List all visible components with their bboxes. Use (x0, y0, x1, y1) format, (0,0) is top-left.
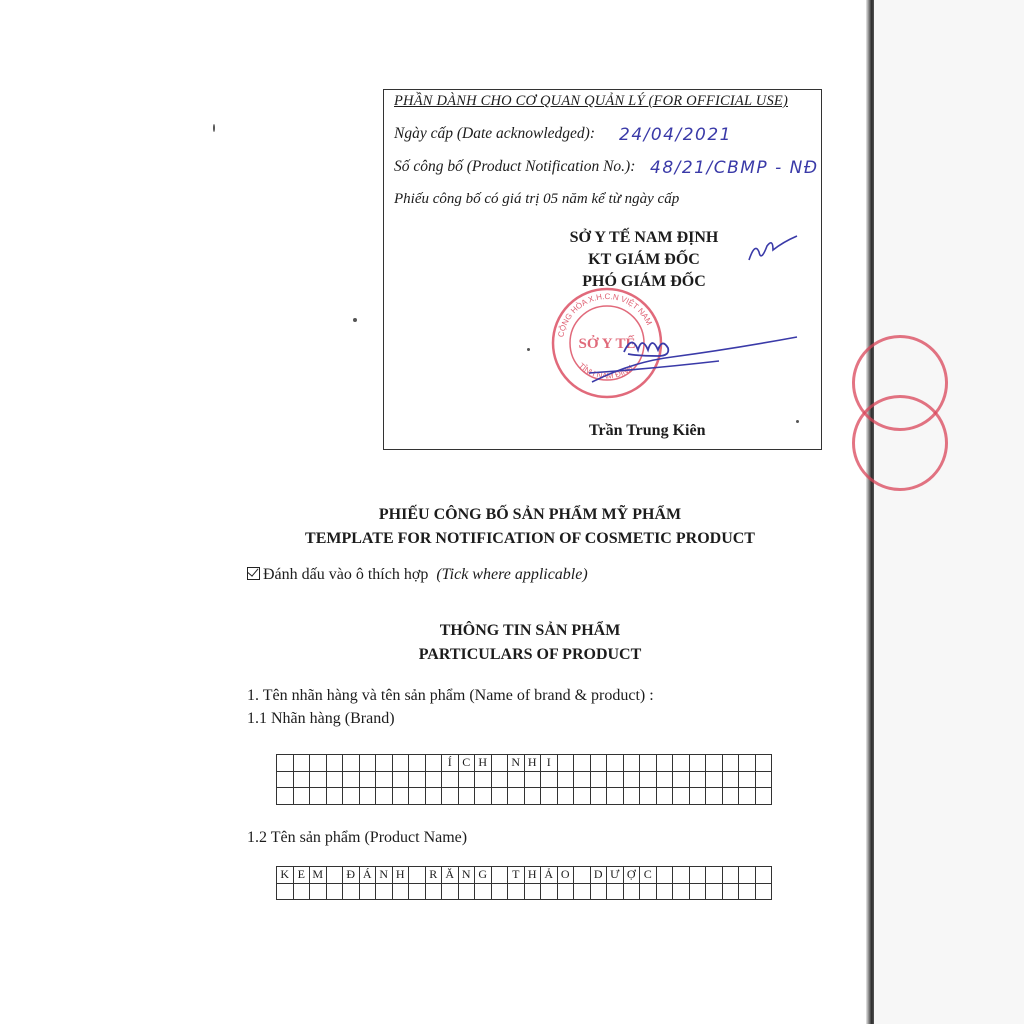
grid-cell: Ợ (623, 867, 640, 884)
grid-cell (491, 788, 508, 805)
grid-cell (409, 788, 426, 805)
grid-cell (689, 788, 706, 805)
scan-speck (213, 124, 215, 132)
grid-cell (607, 883, 624, 900)
grid-cell (524, 771, 541, 788)
grid-cell (722, 883, 739, 900)
grid-cell (574, 755, 591, 772)
grid-cell (392, 755, 409, 772)
grid-cell (574, 771, 591, 788)
grid-cell: I (541, 755, 558, 772)
grid-cell (359, 883, 376, 900)
grid-cell (508, 771, 525, 788)
authority-line: KT GIÁM ĐỐC (588, 251, 700, 268)
grid-cell (755, 755, 772, 772)
grid-cell (392, 771, 409, 788)
authority-line: SỞ Y TẾ NAM ĐỊNH (569, 229, 719, 246)
grid-cell (739, 755, 756, 772)
grid-cell (326, 883, 343, 900)
grid-cell (755, 771, 772, 788)
tick-instruction (247, 566, 588, 584)
grid-cell (706, 788, 723, 805)
grid-cell (574, 788, 591, 805)
grid-cell (442, 883, 459, 900)
grid-cell (590, 771, 607, 788)
signer-name: Trần Trung Kiên (589, 422, 706, 439)
grid-cell (640, 755, 657, 772)
grid-cell (326, 788, 343, 805)
grid-cell: H (392, 867, 409, 884)
grid-cell (359, 771, 376, 788)
grid-cell (673, 788, 690, 805)
grid-cell (706, 867, 723, 884)
validity-note: Phiếu công bố có giá trị 05 năm kể từ ngày cấp (394, 191, 680, 207)
grid-cell: M (310, 867, 327, 884)
section-title-en: PARTICULARS OF PRODUCT (418, 646, 642, 663)
grid-cell (541, 883, 558, 900)
form-title-vi: PHIẾU CÔNG BỐ SẢN PHẨM MỸ PHẨM (378, 506, 682, 523)
grid-cell (458, 788, 475, 805)
grid-cell (326, 755, 343, 772)
tick-instruction-en: (Tick where applicable) (436, 566, 588, 583)
grid-cell: H (475, 755, 492, 772)
grid-cell (590, 755, 607, 772)
grid-cell: Ư (607, 867, 624, 884)
seal-ring-bottom: TỈNH NAM ĐỊNH (576, 361, 635, 381)
grid-cell (722, 788, 739, 805)
grid-cell (673, 771, 690, 788)
grid-cell (656, 883, 673, 900)
grid-cell (409, 771, 426, 788)
grid-cell: D (590, 867, 607, 884)
grid-cell: E (293, 867, 310, 884)
grid-cell (409, 867, 426, 884)
grid-cell (656, 867, 673, 884)
grid-cell (343, 883, 360, 900)
grid-cell (524, 788, 541, 805)
grid-cell (392, 788, 409, 805)
grid-cell (706, 771, 723, 788)
grid-cell: Á (359, 867, 376, 884)
grid-cell (409, 755, 426, 772)
grid-cell (458, 771, 475, 788)
scan-speck (527, 348, 530, 351)
grid-cell (557, 788, 574, 805)
grid-cell (425, 788, 442, 805)
grid-cell (326, 867, 343, 884)
grid-cell (376, 771, 393, 788)
grid-row (277, 755, 772, 772)
grid-cell (343, 788, 360, 805)
grid-cell (689, 755, 706, 772)
grid-cell (640, 771, 657, 788)
grid-cell (607, 771, 624, 788)
grid-cell (607, 788, 624, 805)
item-1-2-label: 1.2 Tên sản phẩm (Product Name) (247, 829, 468, 846)
grid-cell (392, 883, 409, 900)
grid-cell (425, 771, 442, 788)
seal-center-text: SỞ Y TẾ (578, 336, 636, 352)
grid-cell (739, 867, 756, 884)
grid-cell (557, 883, 574, 900)
grid-cell (541, 771, 558, 788)
grid-row (277, 788, 772, 805)
grid-cell (673, 755, 690, 772)
grid-cell (607, 755, 624, 772)
grid-cell (359, 788, 376, 805)
grid-cell (673, 883, 690, 900)
grid-cell (623, 788, 640, 805)
grid-cell (706, 755, 723, 772)
official-use-box (383, 89, 822, 450)
grid-cell: N (376, 867, 393, 884)
grid-row (277, 771, 772, 788)
grid-cell (310, 788, 327, 805)
grid-cell (722, 867, 739, 884)
item-1-label: 1. Tên nhãn hàng và tên sản phẩm (Name of brand & product) : (247, 687, 654, 704)
grid-cell: R (425, 867, 442, 884)
scan-speck (796, 420, 799, 423)
grid-cell: H (524, 867, 541, 884)
grid-cell (293, 771, 310, 788)
grid-cell (310, 771, 327, 788)
grid-cell: Đ (343, 867, 360, 884)
grid-cell (409, 883, 426, 900)
grid-cell (343, 771, 360, 788)
grid-cell: T (508, 867, 525, 884)
grid-cell (310, 755, 327, 772)
form-title-en: TEMPLATE FOR NOTIFICATION OF COSMETIC PRODUCT (305, 530, 755, 547)
authority-line: PHÓ GIÁM ĐỐC (582, 273, 706, 290)
grid-cell (277, 788, 294, 805)
grid-cell (376, 755, 393, 772)
grid-cell (656, 788, 673, 805)
grid-row (277, 883, 772, 900)
side-stamp-fragment (852, 395, 948, 491)
grid-cell: C (458, 755, 475, 772)
grid-cell (376, 883, 393, 900)
grid-cell (541, 788, 558, 805)
grid-cell (557, 755, 574, 772)
grid-cell (293, 788, 310, 805)
grid-cell (458, 883, 475, 900)
grid-cell (442, 771, 459, 788)
grid-cell (557, 771, 574, 788)
grid-cell (673, 867, 690, 884)
grid-cell (755, 788, 772, 805)
grid-cell (475, 883, 492, 900)
grid-cell (689, 867, 706, 884)
grid-cell (277, 883, 294, 900)
grid-cell (623, 883, 640, 900)
grid-cell (491, 755, 508, 772)
grid-cell (277, 755, 294, 772)
seal-ring-top: CỘNG HÒA X.H.C.N VIỆT NAM (556, 291, 654, 338)
notification-number-value: 48/21/CBMP - NĐ (650, 158, 819, 178)
grid-cell (508, 883, 525, 900)
grid-cell (491, 883, 508, 900)
grid-cell: Í (442, 755, 459, 772)
grid-cell (656, 755, 673, 772)
grid-cell (326, 771, 343, 788)
grid-cell (656, 771, 673, 788)
grid-cell (574, 883, 591, 900)
grid-cell (475, 771, 492, 788)
grid-cell (739, 771, 756, 788)
grid-cell: G (475, 867, 492, 884)
tick-instruction-text: Đánh dấu vào ô thích hợp (263, 566, 429, 583)
grid-cell (425, 755, 442, 772)
grid-cell (524, 883, 541, 900)
grid-cell (590, 788, 607, 805)
grid-cell (689, 771, 706, 788)
grid-cell (293, 755, 310, 772)
grid-cell (293, 883, 310, 900)
grid-cell (574, 867, 591, 884)
grid-cell (359, 755, 376, 772)
grid-cell: O (557, 867, 574, 884)
grid-cell (508, 788, 525, 805)
grid-cell (623, 755, 640, 772)
grid-cell (310, 883, 327, 900)
grid-cell (739, 788, 756, 805)
grid-cell (376, 788, 393, 805)
product-name-grid (276, 866, 772, 900)
grid-cell: N (458, 867, 475, 884)
official-use-title: PHẦN DÀNH CHO CƠ QUAN QUẢN LÝ (FOR OFFICIAL USE) (394, 93, 788, 109)
date-acknowledged-value: 24/04/2021 (619, 125, 732, 145)
grid-row (277, 867, 772, 884)
grid-cell (590, 883, 607, 900)
grid-cell: Ă (442, 867, 459, 884)
grid-cell (442, 788, 459, 805)
scan-speck (353, 318, 357, 322)
grid-cell (623, 771, 640, 788)
grid-cell (491, 867, 508, 884)
grid-cell (640, 788, 657, 805)
grid-cell (689, 883, 706, 900)
grid-cell (343, 755, 360, 772)
grid-cell (722, 755, 739, 772)
grid-cell: N (508, 755, 525, 772)
grid-cell (755, 883, 772, 900)
date-acknowledged-label: Ngày cấp (Date acknowledged): (394, 125, 596, 142)
grid-cell (491, 771, 508, 788)
grid-cell: Ả (541, 867, 558, 884)
grid-cell (475, 788, 492, 805)
grid-cell (640, 883, 657, 900)
section-title-vi: THÔNG TIN SẢN PHẨM (439, 622, 621, 639)
grid-cell (277, 771, 294, 788)
grid-cell: C (640, 867, 657, 884)
grid-cell (706, 883, 723, 900)
brand-grid (276, 754, 772, 805)
grid-cell (755, 867, 772, 884)
grid-cell (722, 771, 739, 788)
notification-number-label: Số công bố (Product Notification No.): (394, 158, 636, 175)
checkbox-ticked-icon (247, 567, 260, 580)
item-1-1-label: 1.1 Nhãn hàng (Brand) (247, 710, 395, 727)
grid-cell: K (277, 867, 294, 884)
grid-cell (425, 883, 442, 900)
grid-cell (739, 883, 756, 900)
signature-marks (384, 90, 823, 451)
grid-cell: H (524, 755, 541, 772)
